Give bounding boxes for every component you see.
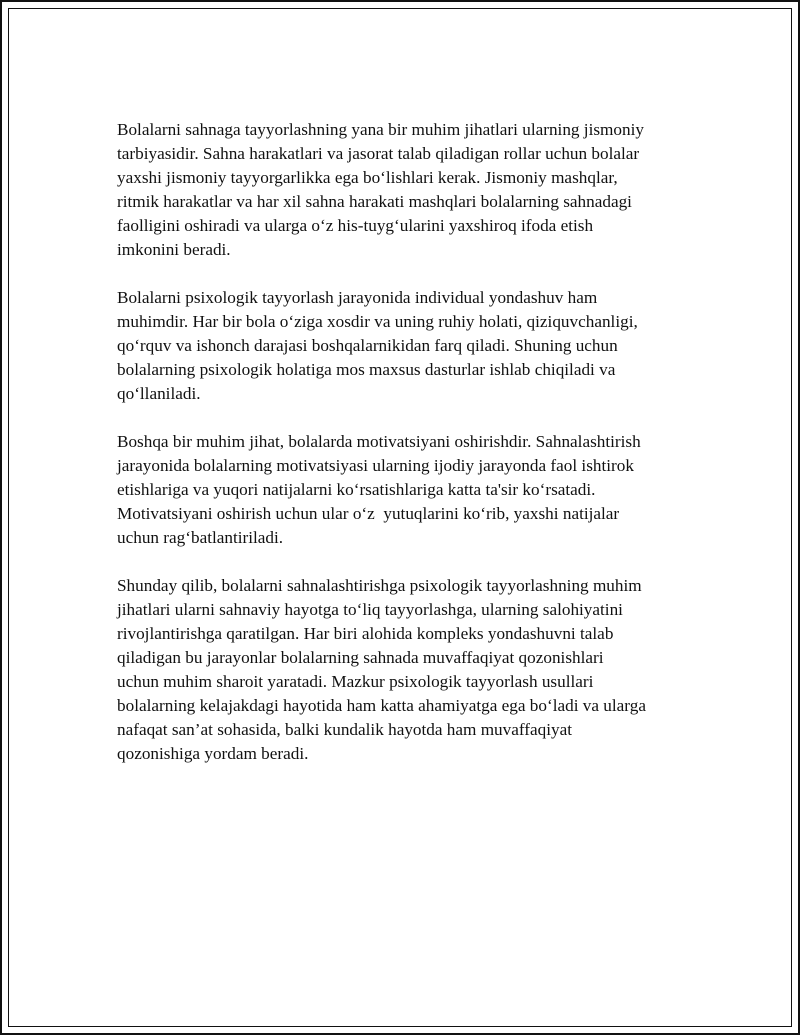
text-line: bolalarning kelajakdagi hayotida ham katta ahamiyatga ega bo‘ladi va ularga	[117, 696, 646, 715]
document-body	[117, 118, 697, 790]
text-line: Bolalarni psixologik tayyorlash jarayonida individual yondashuv ham	[117, 288, 598, 307]
text-line: tarbiyasidir. Sahna harakatlari va jasorat talab qiladigan rollar uchun bolalar	[117, 144, 640, 163]
paragraph-conclusion	[117, 574, 697, 766]
text-line: qo‘llaniladi.	[117, 384, 201, 403]
text-line: qozonishiga yordam beradi.	[117, 744, 309, 763]
text-line: uchun rag‘batlantiriladi.	[117, 528, 284, 547]
text-line: ritmik harakatlar va har xil sahna harakati mashqlari bolalarning sahnadagi	[117, 192, 632, 211]
text-line: bolalarning psixologik holatiga mos maxsus dasturlar ishlab chiqiladi va	[117, 360, 616, 379]
text-line: rivojlantirishga qaratilgan. Har biri alohida kompleks yondashuvni talab	[117, 624, 614, 643]
text-line: Motivatsiyani oshirish uchun ular o‘z yutuqlarini ko‘rib, yaxshi natijalar	[117, 504, 620, 523]
text-line: muhimdir. Har bir bola o‘ziga xosdir va uning ruhiy holati, qiziquvchanligi,	[117, 312, 638, 331]
text-line: jihatlari ularni sahnaviy hayotga to‘liq tayyorlashga, ularning salohiyatini	[117, 600, 623, 619]
text-line: nafaqat san’at sohasida, balki kundalik hayotda ham muvaffaqiyat	[117, 720, 573, 739]
text-line: jarayonida bolalarning motivatsiyasi ularning ijodiy jarayonda faol ishtirok	[117, 456, 634, 475]
paragraph-physical-training	[117, 118, 697, 262]
paragraph-individual-approach	[117, 286, 697, 406]
text-line: yaxshi jismoniy tayyorgarlikka ega bo‘lishlari kerak. Jismoniy mashqlar,	[117, 168, 618, 187]
text-line: etishlariga va yuqori natijalarni ko‘rsatishlariga katta ta'sir ko‘rsatadi.	[117, 480, 596, 499]
text-line: imkonini beradi.	[117, 240, 231, 259]
text-line: faolligini oshiradi va ularga o‘z his-tuyg‘ularini yaxshiroq ifoda etish	[117, 216, 594, 235]
paragraph-motivation	[117, 430, 697, 550]
text-line: Bolalarni sahnaga tayyorlashning yana bir muhim jihatlari ularning jismoniy	[117, 120, 644, 139]
text-line: uchun muhim sharoit yaratadi. Mazkur psixologik tayyorlash usullari	[117, 672, 594, 691]
text-line: qo‘rquv va ishonch darajasi boshqalarnikidan farq qiladi. Shuning uchun	[117, 336, 618, 355]
text-line: Boshqa bir muhim jihat, bolalarda motivatsiyani oshirishdir. Sahnalashtirish	[117, 432, 641, 451]
text-line: qiladigan bu jarayonlar bolalarning sahnada muvaffaqiyat qozonishlari	[117, 648, 604, 667]
text-line: Shunday qilib, bolalarni sahnalashtirishga psixologik tayyorlashning muhim	[117, 576, 642, 595]
